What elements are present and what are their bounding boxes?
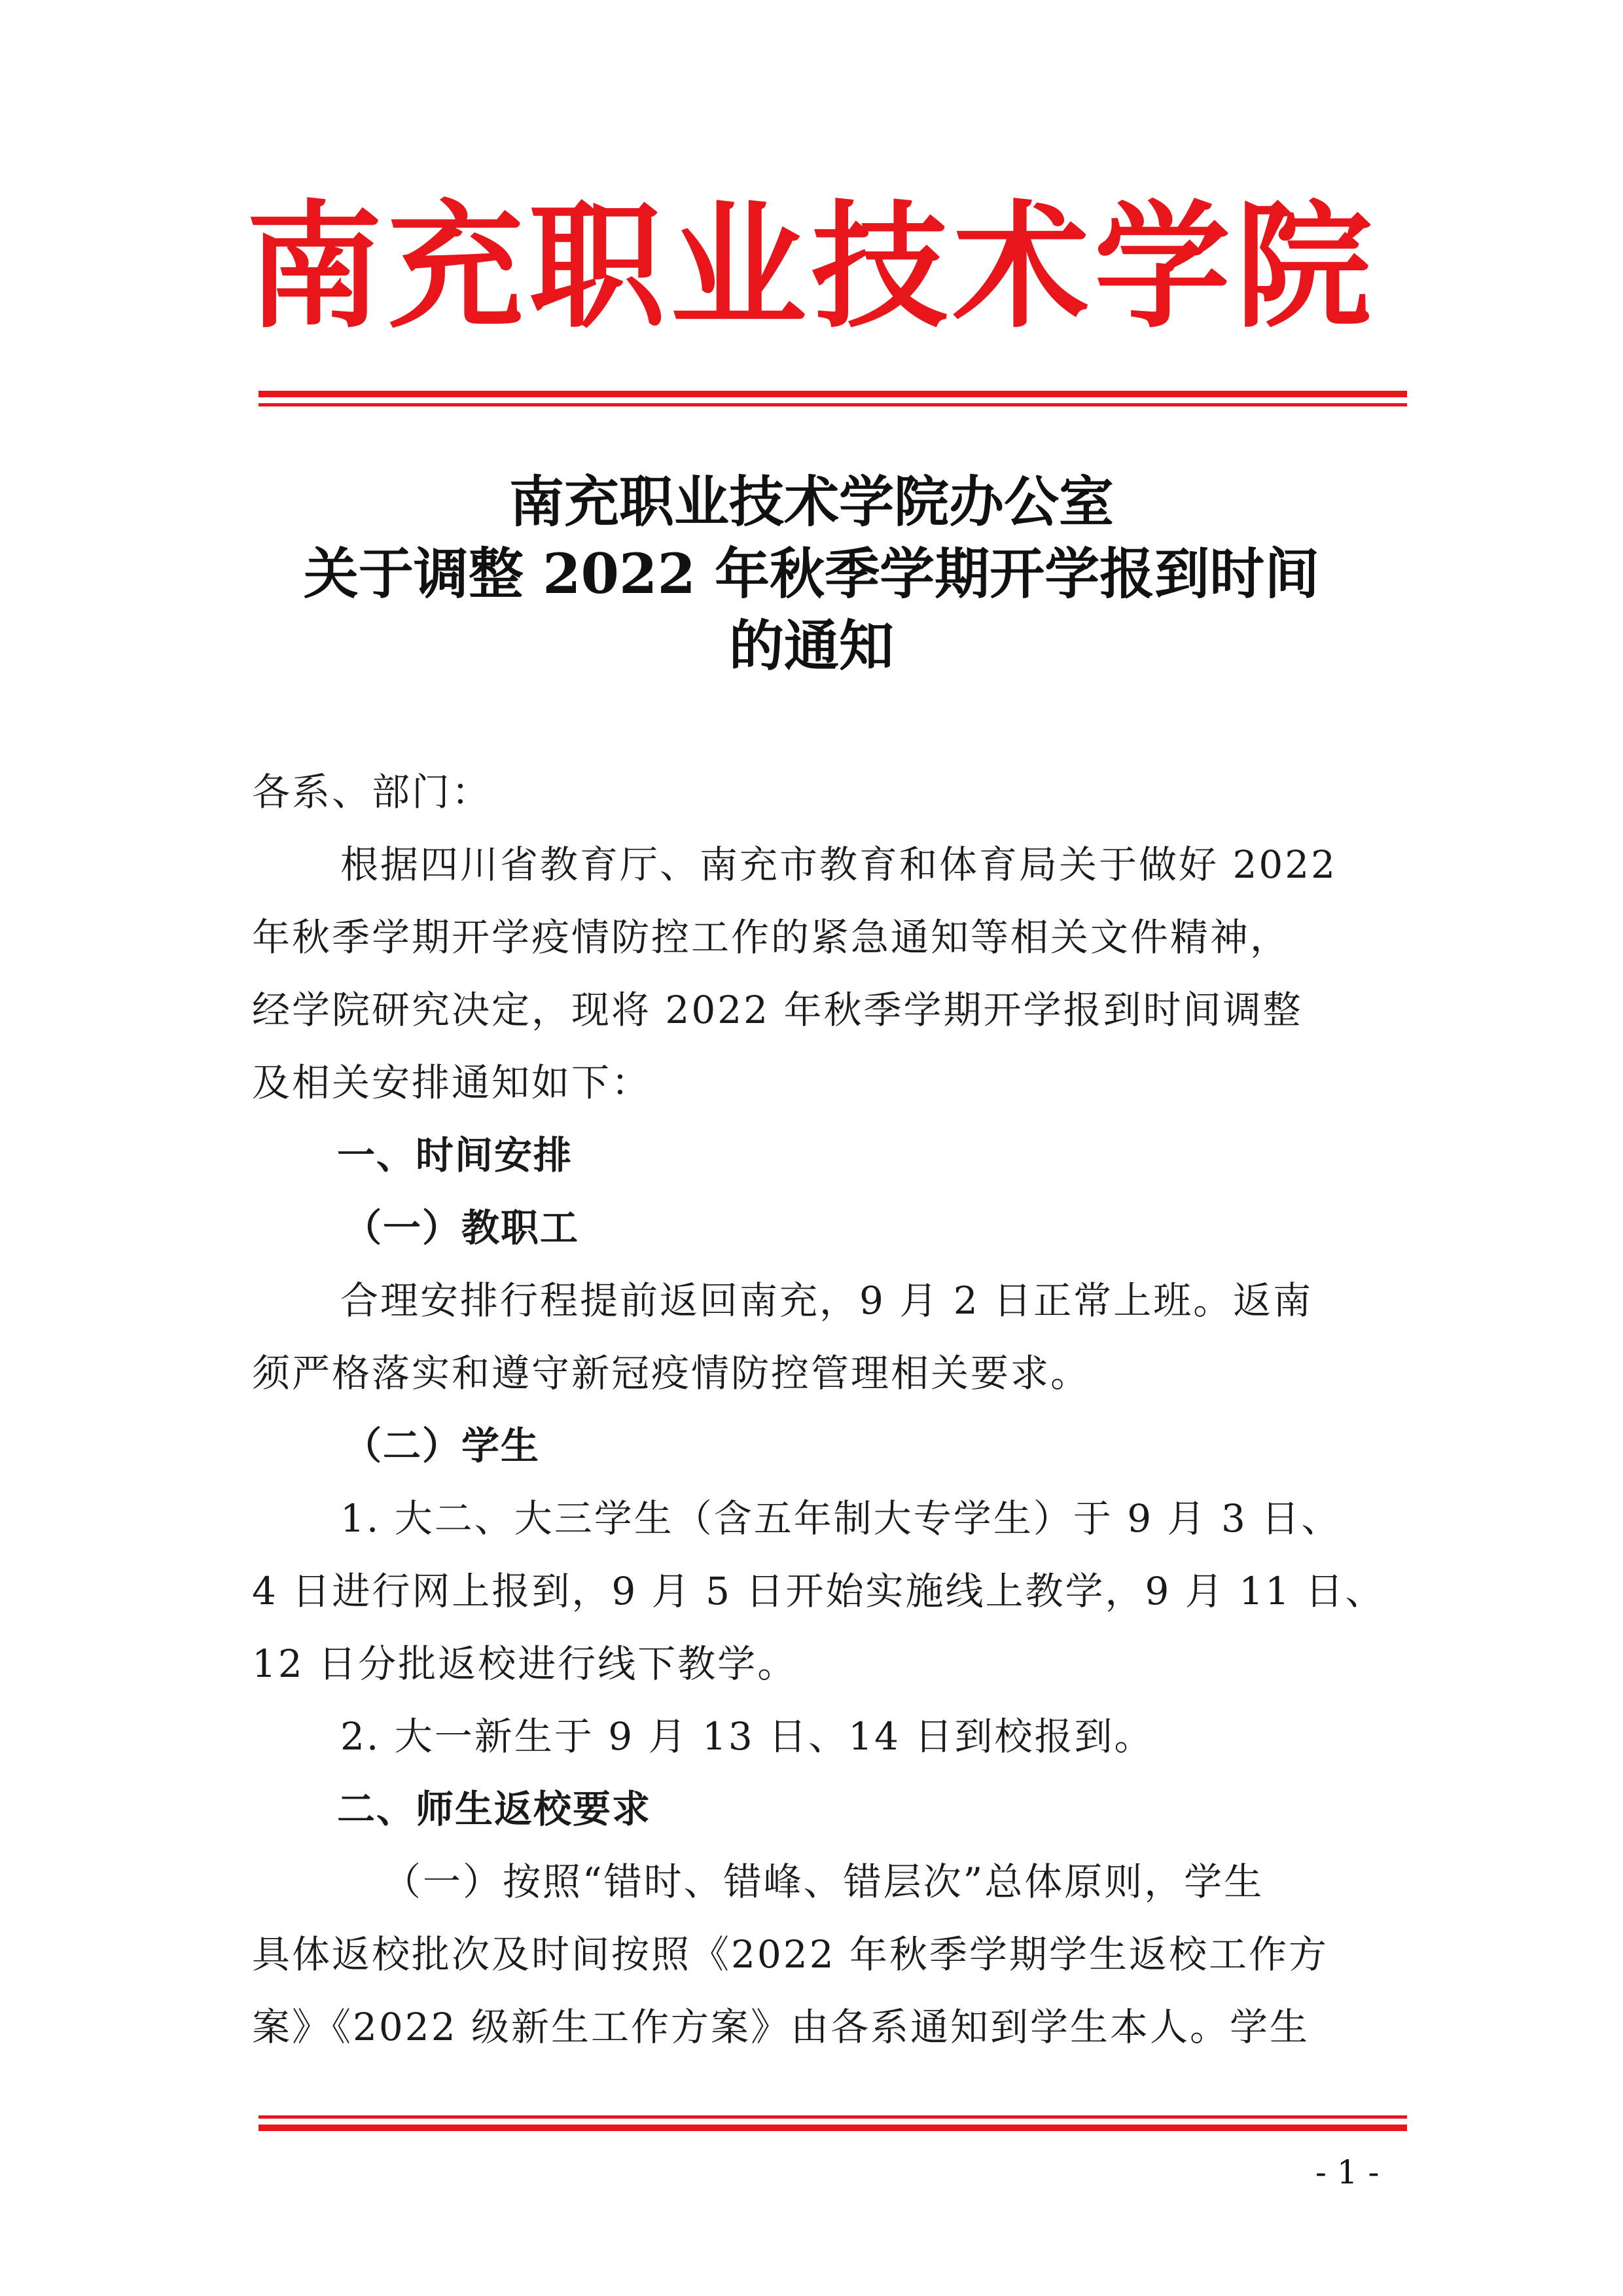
document-body [252,756,1417,2064]
title-line-2: 关于调整 2022 年秋季学期开学报到时间 [303,541,1320,606]
title-line-3: 的通知 [728,613,894,678]
body-line: 具体返校批次及时间按照《2022 年秋季学期学生返校工作方 [252,1932,1329,1977]
body-line: 合理安排行程提前返回南充，9 月 2 日正常上班。返南 [340,1278,1313,1323]
body-line: 须严格落实和遵守新冠疫情防控管理相关要求。 [252,1351,1091,1395]
section-heading-1: 一、时间安排 [337,1133,573,1177]
page-number: - 1 - [1315,2153,1380,2191]
body-line: （一）按照“错时、错峰、错层次”总体原则，学生 [383,1859,1264,1904]
body-line: 12 日分批返校进行线下教学。 [252,1641,798,1686]
body-line: 经学院研究决定，现将 2022 年秋季学期开学报到时间调整 [252,988,1303,1032]
salutation: 各系、部门： [252,770,492,814]
masthead-divider [259,391,1407,406]
body-line: 1. 大二、大三学生（含五年制大专学生）于 9 月 3 日、 [340,1496,1342,1541]
body-line: 案》《2022 级新生工作方案》由各系通知到学生本人。学生 [252,2005,1310,2049]
body-line: 年秋季学期开学疫情防控工作的紧急通知等相关文件精神， [252,915,1291,960]
document-title [131,466,1492,682]
body-line: 及相关安排通知如下： [252,1060,652,1105]
footer-divider [259,2115,1407,2131]
section-heading-2: 二、师生返校要求 [337,1787,652,1831]
body-line: 2. 大一新生于 9 月 13 日、14 日到校报到。 [340,1714,1154,1759]
body-line: 4 日进行网上报到，9 月 5 日开始实施线上教学，9 月 11 日、 [252,1569,1385,1613]
body-line: 根据四川省教育厅、南充市教育和体育局关于做好 2022 [340,842,1338,887]
masthead-title: 南充职业技术学院 [246,188,1377,347]
subsection-heading-students: （二）学生 [344,1424,541,1468]
subsection-heading-staff: （一）教职工 [344,1206,580,1250]
title-line-1: 南充职业技术学院办公室 [508,469,1114,534]
